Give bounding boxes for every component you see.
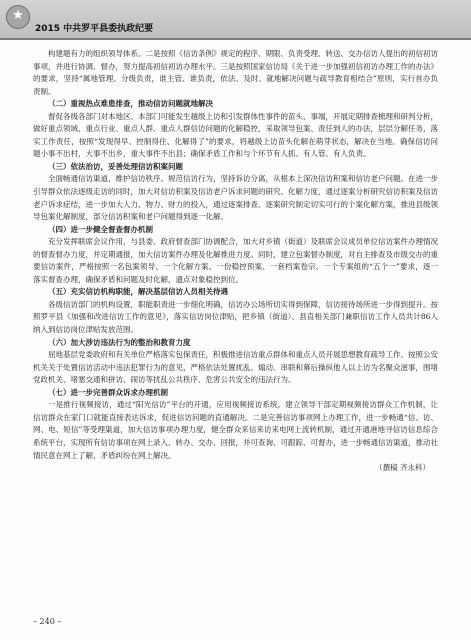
- body-paragraph: 构建题有力的组织领导体系。二是按照《信访条例》规定的程序、期限、负责受理、转送、交办信访人提出的初信初访事项，并进行协调、督办，努力提高初信初访办理水平。三是按照国家信访局《关于进一步加强初信初访办理工作的办法》的要求，坚持“属地管理、分级负责，谁主管、谁负责，依法、及时、就地解决问题与疏导教育相结合”原则，实行首办负责制。: [33, 49, 438, 96]
- section-heading: （六）加大涉访违法行为的整治和教育力度: [48, 337, 191, 347]
- section-heading: （七）进一步完善群众诉求办理机制: [48, 387, 168, 397]
- body-paragraph: 充分发挥联席会议作用，与县委、政府督查部门协调配合，加大对乡镇（街道）及联席会议成员单位信访案件办理情况的督查督办力度，并定期通报，加大信访案件办理及化解推进力度。同时，建立包案督办制度，对自主排查及市级交办的重要信访案件，严格按照一名包案领导、一个化解方案、一份稳控预案、一套档案卷宗、一个专案组的“五个一”要求，逐一落实督查办理，确保矛盾和问题及时化解，遗点对象稳控到位。: [33, 237, 438, 284]
- document-body: [33, 48, 438, 475]
- section-heading: （四）进一步健全督查督办机制: [48, 224, 153, 234]
- header-rule: [0, 38, 471, 40]
- body-paragraph: 各级信访部门的机构设置，职能职责进一步细化明确，信访办公场所切实得到保障，信访接待场所进一步得到提升。按照罗平县《加强和改进信访工作的意见》，落实信访岗位津贴，把乡镇（街道）、县直相关部门兼职信访工作人员共计86人纳入到信访岗位津贴发放范围。: [33, 299, 438, 335]
- party-emblem-icon: ★: [6, 5, 30, 29]
- section-heading: （二）重视热点难患排查，推动信访问题就地解决: [48, 99, 213, 109]
- running-head: 2015 中共罗平县委执政纪要: [35, 24, 154, 34]
- body-paragraph: 督促各级各部门对本地区、本部门可能发生越级上访和引发群体性事件的苗头、事端，开展定期排查梳理和研判分析，做好重点领域、重点行业、重点人群、重点人群信访问题的化解稳控，采取领导包案、责任到人的办法，层层分解任务，落实工作责任，按照“发现得早、控制得住、化解得了”的要求，将越级上访苗头化解在萌芽状态，解决在当地。确保信访问题小事不出村，大事不出乡，重大事件不出县；确保矛盾工作和与个环节有人抓、有人管、有人负责。: [33, 111, 438, 159]
- page-number: – 240 –: [33, 617, 62, 626]
- body-paragraph: 一是推行视频接访，通过“阳光信访”平台的开通，应用视频接访系统，建立领导干部定期视频接访群众工作机制，让信访群众在家门口就能直接表达诉求，促进信访问题的直通解决。二是完善信访事项网上办理工作，进一步畅通“信、访、网、电、短信”等受理渠道，加大信访事项办理力度，健全群众来信来访来电网上流转机制，通过开通港地寻信访信息综合系统平台，实现所有信访事项在网上录入、转办、交办、回报，并可查询、可跟踪、可督办，进一步畅通信访渠道，推动社情民意在网上了解，矛盾纠纷在网上解决。: [33, 400, 438, 460]
- author-signature: （撰稿 齐永科）: [375, 463, 430, 473]
- body-paragraph: 全面畅通信访渠道，维护信访秩序。规范信访行为，坚持诉访分离，从根本上深决信访积案和信访老户问题。在进一步引导群众依法逐级走访的同时，加大对信访积案及信访老户诉求问题的研究、化解力度，通过逐案分析研究信访积案及信访老户诉求症结，进一步加大人力、物力、财力的投入，通过逐案排查、逐案研究制定切实可行的个案化解方案，推进县级领导包案化解制度，部分信访积案和老户问题得到逐一化解。: [33, 174, 438, 222]
- page-header: [0, 0, 471, 40]
- section-heading: （五）充实信访机构职能，解决基层信访人员相关待遇: [48, 287, 228, 297]
- body-paragraph: 屈地基层党委政府和有关单位严格落实包保责任，积极推进信访重点群体和重点人员开展思想教育疏导工作。按照公安机关关于处置信访活动中违法犯罪行为的意见，严格依法处置扰乱、煽动、串联和幕后操纵他人以上访为名聚众滋事，围堵党政机关、堵塞交通和拼访、闹访等扰乱公共秩序、危害公共安全的违法行为。: [33, 350, 438, 385]
- section-heading: （三）依法治访，妥善处理信访积案问题: [48, 161, 183, 171]
